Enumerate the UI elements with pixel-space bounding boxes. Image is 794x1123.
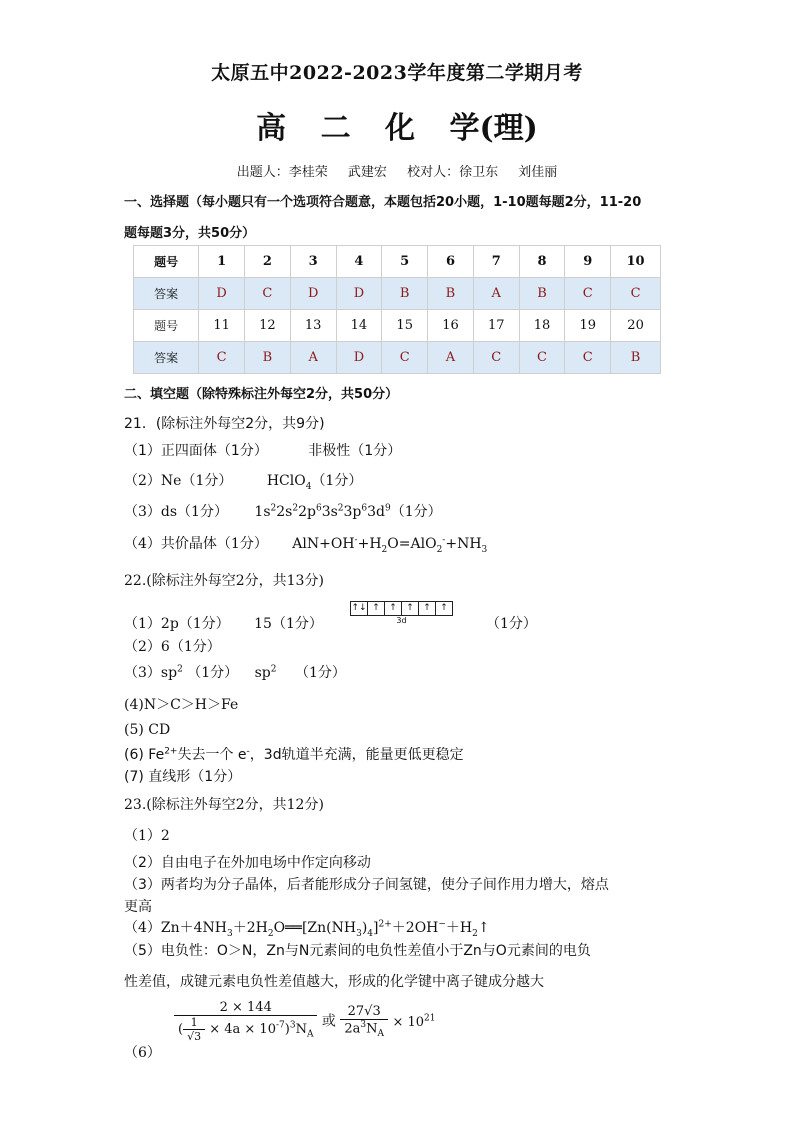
answer-cell: B	[611, 342, 661, 374]
score-text: （1分）	[390, 504, 442, 520]
eq-part: O══[Zn(NH	[273, 920, 357, 936]
power-text	[392, 1015, 435, 1030]
formula-text: HClO	[266, 473, 306, 489]
eq-part: ]	[373, 920, 379, 936]
superscript: 2	[337, 503, 344, 514]
subscript: 2	[472, 928, 478, 939]
answer-cell: A	[428, 342, 474, 374]
question-number: 4	[336, 246, 382, 278]
answer-cell: C	[519, 342, 565, 374]
checker-label: 校对人：徐卫东	[407, 165, 499, 180]
subscript: A	[306, 1029, 314, 1040]
or-text: 或	[321, 1013, 336, 1030]
table-row	[134, 278, 661, 310]
answer-cell: C	[611, 278, 661, 310]
reaction-equation	[292, 535, 488, 555]
superscript: 2+	[378, 919, 392, 930]
answer-label: 答案	[134, 342, 199, 374]
inner-fraction	[183, 1016, 205, 1043]
inner-denominator: √3	[187, 1030, 202, 1043]
superscript: -	[354, 535, 358, 546]
config-part: 2p	[298, 504, 316, 520]
orbital-diagram	[350, 601, 453, 625]
q21-4a: （4）共价晶体（1分）	[124, 536, 268, 552]
hybrid-text: sp	[254, 665, 271, 681]
superscript: 2	[292, 503, 299, 514]
q23-line5b: 性差值，成键元素电负性差值越大，形成的化学键中离子键成分越大	[124, 974, 544, 990]
answer-cell: D	[290, 278, 336, 310]
table-row	[134, 310, 661, 342]
question-number: 1	[199, 246, 245, 278]
subscript: 2	[436, 544, 443, 555]
q23-line2: （2）自由电子在外加电场中作定向移动	[124, 855, 371, 871]
config-part: 1s	[254, 504, 271, 520]
answer-cell: C	[565, 342, 611, 374]
subject-char: 化	[385, 111, 416, 146]
explain-text: 失去一个 e	[177, 747, 247, 763]
q22-line7: (7) 直线形（1分）	[124, 769, 242, 785]
ion-text: (6) Fe	[124, 747, 165, 763]
subscript: 2	[381, 544, 388, 555]
score-text: （1分）	[187, 665, 239, 681]
answer-cell: D	[199, 278, 245, 310]
subject-char: 二	[320, 111, 351, 146]
q21-2b	[266, 473, 363, 492]
superscript: 2	[177, 664, 183, 675]
score-text: （1分）	[311, 473, 363, 489]
section1-heading-line2: 题每题3分，共50分）	[124, 226, 256, 241]
orbital-box: ↑	[440, 603, 448, 613]
q23-line5a: （5）电负性：O＞N，Zn与N元素间的电负性差值小于Zn与O元素间的电负	[124, 943, 591, 959]
explain-text: ，3d轨道半充满，能量更低更稳定	[249, 747, 464, 763]
q21-1a: （1）正四面体（1分）	[124, 443, 268, 459]
orbital-box: ↑	[385, 602, 402, 615]
orbital-box: ↑	[368, 602, 385, 615]
answer-cell: C	[565, 278, 611, 310]
q22-line3	[124, 662, 346, 682]
q22-heading: 22.(除标注外每空2分，共13分)	[124, 573, 324, 589]
answer-cell: D	[336, 342, 382, 374]
electron-config	[254, 504, 441, 520]
q23-line4	[124, 917, 490, 939]
q23-line1: （1）2	[124, 828, 170, 844]
question-number: 13	[290, 310, 336, 342]
question-number: 5	[382, 246, 428, 278]
config-part: 3s	[321, 504, 338, 520]
superscript: 6	[361, 503, 368, 514]
superscript: 3	[360, 1020, 367, 1031]
eq-part: )	[361, 920, 368, 936]
q21-line3	[124, 501, 442, 521]
checker-2: 刘佳丽	[518, 165, 558, 180]
fraction-2	[340, 1004, 388, 1039]
eq-part: O=AlO	[387, 536, 437, 552]
answer-cell: A	[473, 278, 519, 310]
question-number: 10	[611, 246, 661, 278]
fraction-denominator	[174, 1016, 317, 1043]
den-part: (	[178, 1022, 184, 1037]
eq-part: ＋2OH	[391, 920, 439, 936]
question-label: 题号	[134, 246, 199, 278]
answer-cell: B	[428, 278, 474, 310]
q22-1b: 15（1分）	[254, 616, 323, 632]
fraction-numerator: 2 × 144	[174, 1000, 317, 1016]
answer-cell: C	[382, 342, 428, 374]
question-number: 7	[473, 246, 519, 278]
superscript: -	[442, 535, 446, 546]
author-label: 出题人：李桂荣	[236, 165, 328, 180]
eq-part: +H	[357, 536, 382, 552]
question-number: 3	[290, 246, 336, 278]
answer-table	[133, 245, 661, 374]
config-part: 2s	[276, 504, 293, 520]
exam-title: 太原五中2022-2023学年度第二学期月考	[211, 62, 583, 84]
answer-cell: C	[473, 342, 519, 374]
score-text: （1分）	[294, 665, 346, 681]
q21-line4	[124, 533, 487, 555]
question-number: 14	[336, 310, 382, 342]
subscript: 4	[367, 928, 374, 939]
eq-part: （4）Zn＋4NH	[124, 920, 228, 936]
q23-heading: 23.(除标注外每空2分，共12分)	[124, 797, 324, 813]
q22-line2: （2）6（1分）	[124, 639, 221, 655]
superscript: 2	[270, 664, 277, 675]
subscript: A	[377, 1028, 384, 1039]
den-part: × 4a × 10	[205, 1022, 276, 1037]
answer-cell: A	[290, 342, 336, 374]
q23-line6-label: （6）	[124, 1045, 161, 1061]
superscript: 2+	[164, 746, 178, 757]
fraction-denominator	[340, 1020, 388, 1039]
subscript: 3	[481, 544, 488, 555]
q22-line4: (4)N＞C＞H＞Fe	[124, 697, 239, 713]
config-part: 3d	[367, 504, 385, 520]
subscript: 2	[267, 928, 274, 939]
eq-part: +NH	[445, 536, 482, 552]
question-number: 12	[245, 310, 291, 342]
answer-cell: C	[245, 278, 291, 310]
question-number: 18	[519, 310, 565, 342]
orbital-box: ↑↓	[351, 603, 367, 613]
q23-line3b: 更高	[124, 899, 152, 915]
q21-line2	[124, 470, 362, 492]
fraction-numerator: 27√3	[340, 1004, 388, 1020]
answer-label: 答案	[134, 278, 199, 310]
q21-1b: 非极性（1分）	[308, 443, 402, 459]
q21-2a: （2）Ne（1分）	[124, 473, 233, 489]
times-ten: × 10	[392, 1014, 425, 1030]
question-number: 6	[428, 246, 474, 278]
den-part: N	[295, 1022, 307, 1037]
superscript: −	[438, 919, 446, 930]
superscript: 2	[270, 503, 277, 514]
superscript: -7	[275, 1020, 285, 1031]
den-part: )	[284, 1022, 290, 1037]
superscript: -	[246, 746, 250, 757]
section1-heading-line1: 一、选择题（每小题只有一个选项符合题意，本题包括20小题，1-10题每题2分，11-20	[124, 195, 642, 210]
question-number: 2	[245, 246, 291, 278]
orbital-label: 3d	[396, 616, 407, 625]
question-number: 9	[565, 246, 611, 278]
superscript: 9	[385, 503, 391, 514]
orbital-box: ↑	[419, 602, 436, 615]
authors-line	[0, 161, 794, 180]
q22-1a: （1）2p（1分）	[124, 616, 230, 632]
table-row	[134, 342, 661, 374]
author-2: 武建宏	[347, 165, 387, 180]
question-number: 17	[473, 310, 519, 342]
answer-cell: B	[382, 278, 428, 310]
inner-numerator: 1	[183, 1016, 205, 1030]
config-part: 3p	[343, 504, 362, 520]
fraction-1	[174, 1000, 317, 1043]
q22-line6	[124, 744, 464, 764]
question-number: 20	[611, 310, 661, 342]
q21-3a: （3）ds（1分）	[124, 504, 228, 520]
eq-part: AlN+OH	[292, 536, 355, 552]
subscript: 3	[227, 928, 233, 939]
superscript: 3	[289, 1020, 296, 1031]
eq-part: ＋2H	[232, 920, 268, 936]
question-number: 8	[519, 246, 565, 278]
subscript: 4	[305, 481, 312, 492]
orbital-boxes	[350, 601, 453, 616]
orbital-box: ↑	[402, 602, 419, 615]
superscript: 6	[315, 503, 322, 514]
q21-heading: 21．(除标注外每空2分，共9分)	[124, 416, 325, 432]
q21-line1	[124, 440, 401, 460]
subject-char: 学(理)	[449, 111, 538, 146]
density-formula	[174, 1000, 435, 1043]
answer-cell: B	[245, 342, 291, 374]
question-number: 15	[382, 310, 428, 342]
subject-char: 高	[256, 111, 287, 146]
question-number: 19	[565, 310, 611, 342]
subscript: 3	[356, 928, 362, 939]
eq-part: ＋H	[445, 920, 473, 936]
den-part: 2a	[344, 1021, 361, 1037]
superscript: 21	[424, 1013, 436, 1024]
den-part: N	[366, 1021, 378, 1037]
answer-cell: B	[519, 278, 565, 310]
question-number: 16	[428, 310, 474, 342]
hybrid-text: （3）sp	[124, 665, 178, 681]
section2-heading: 二、填空题（除特殊标注外每空2分，共50分）	[124, 387, 399, 402]
q22-line1	[124, 613, 323, 633]
answer-cell: C	[199, 342, 245, 374]
subject-title	[0, 103, 794, 147]
q22-line5: (5) CD	[124, 722, 171, 738]
answer-cell: D	[336, 278, 382, 310]
q22-1c: （1分）	[486, 616, 537, 632]
eq-part: ↑	[477, 920, 490, 936]
table-row	[134, 246, 661, 278]
q23-line3a: （3）两者均为分子晶体，后者能形成分子间氢键，使分子间作用力增大，熔点	[124, 877, 609, 893]
question-number: 11	[199, 310, 245, 342]
question-label: 题号	[134, 310, 199, 342]
